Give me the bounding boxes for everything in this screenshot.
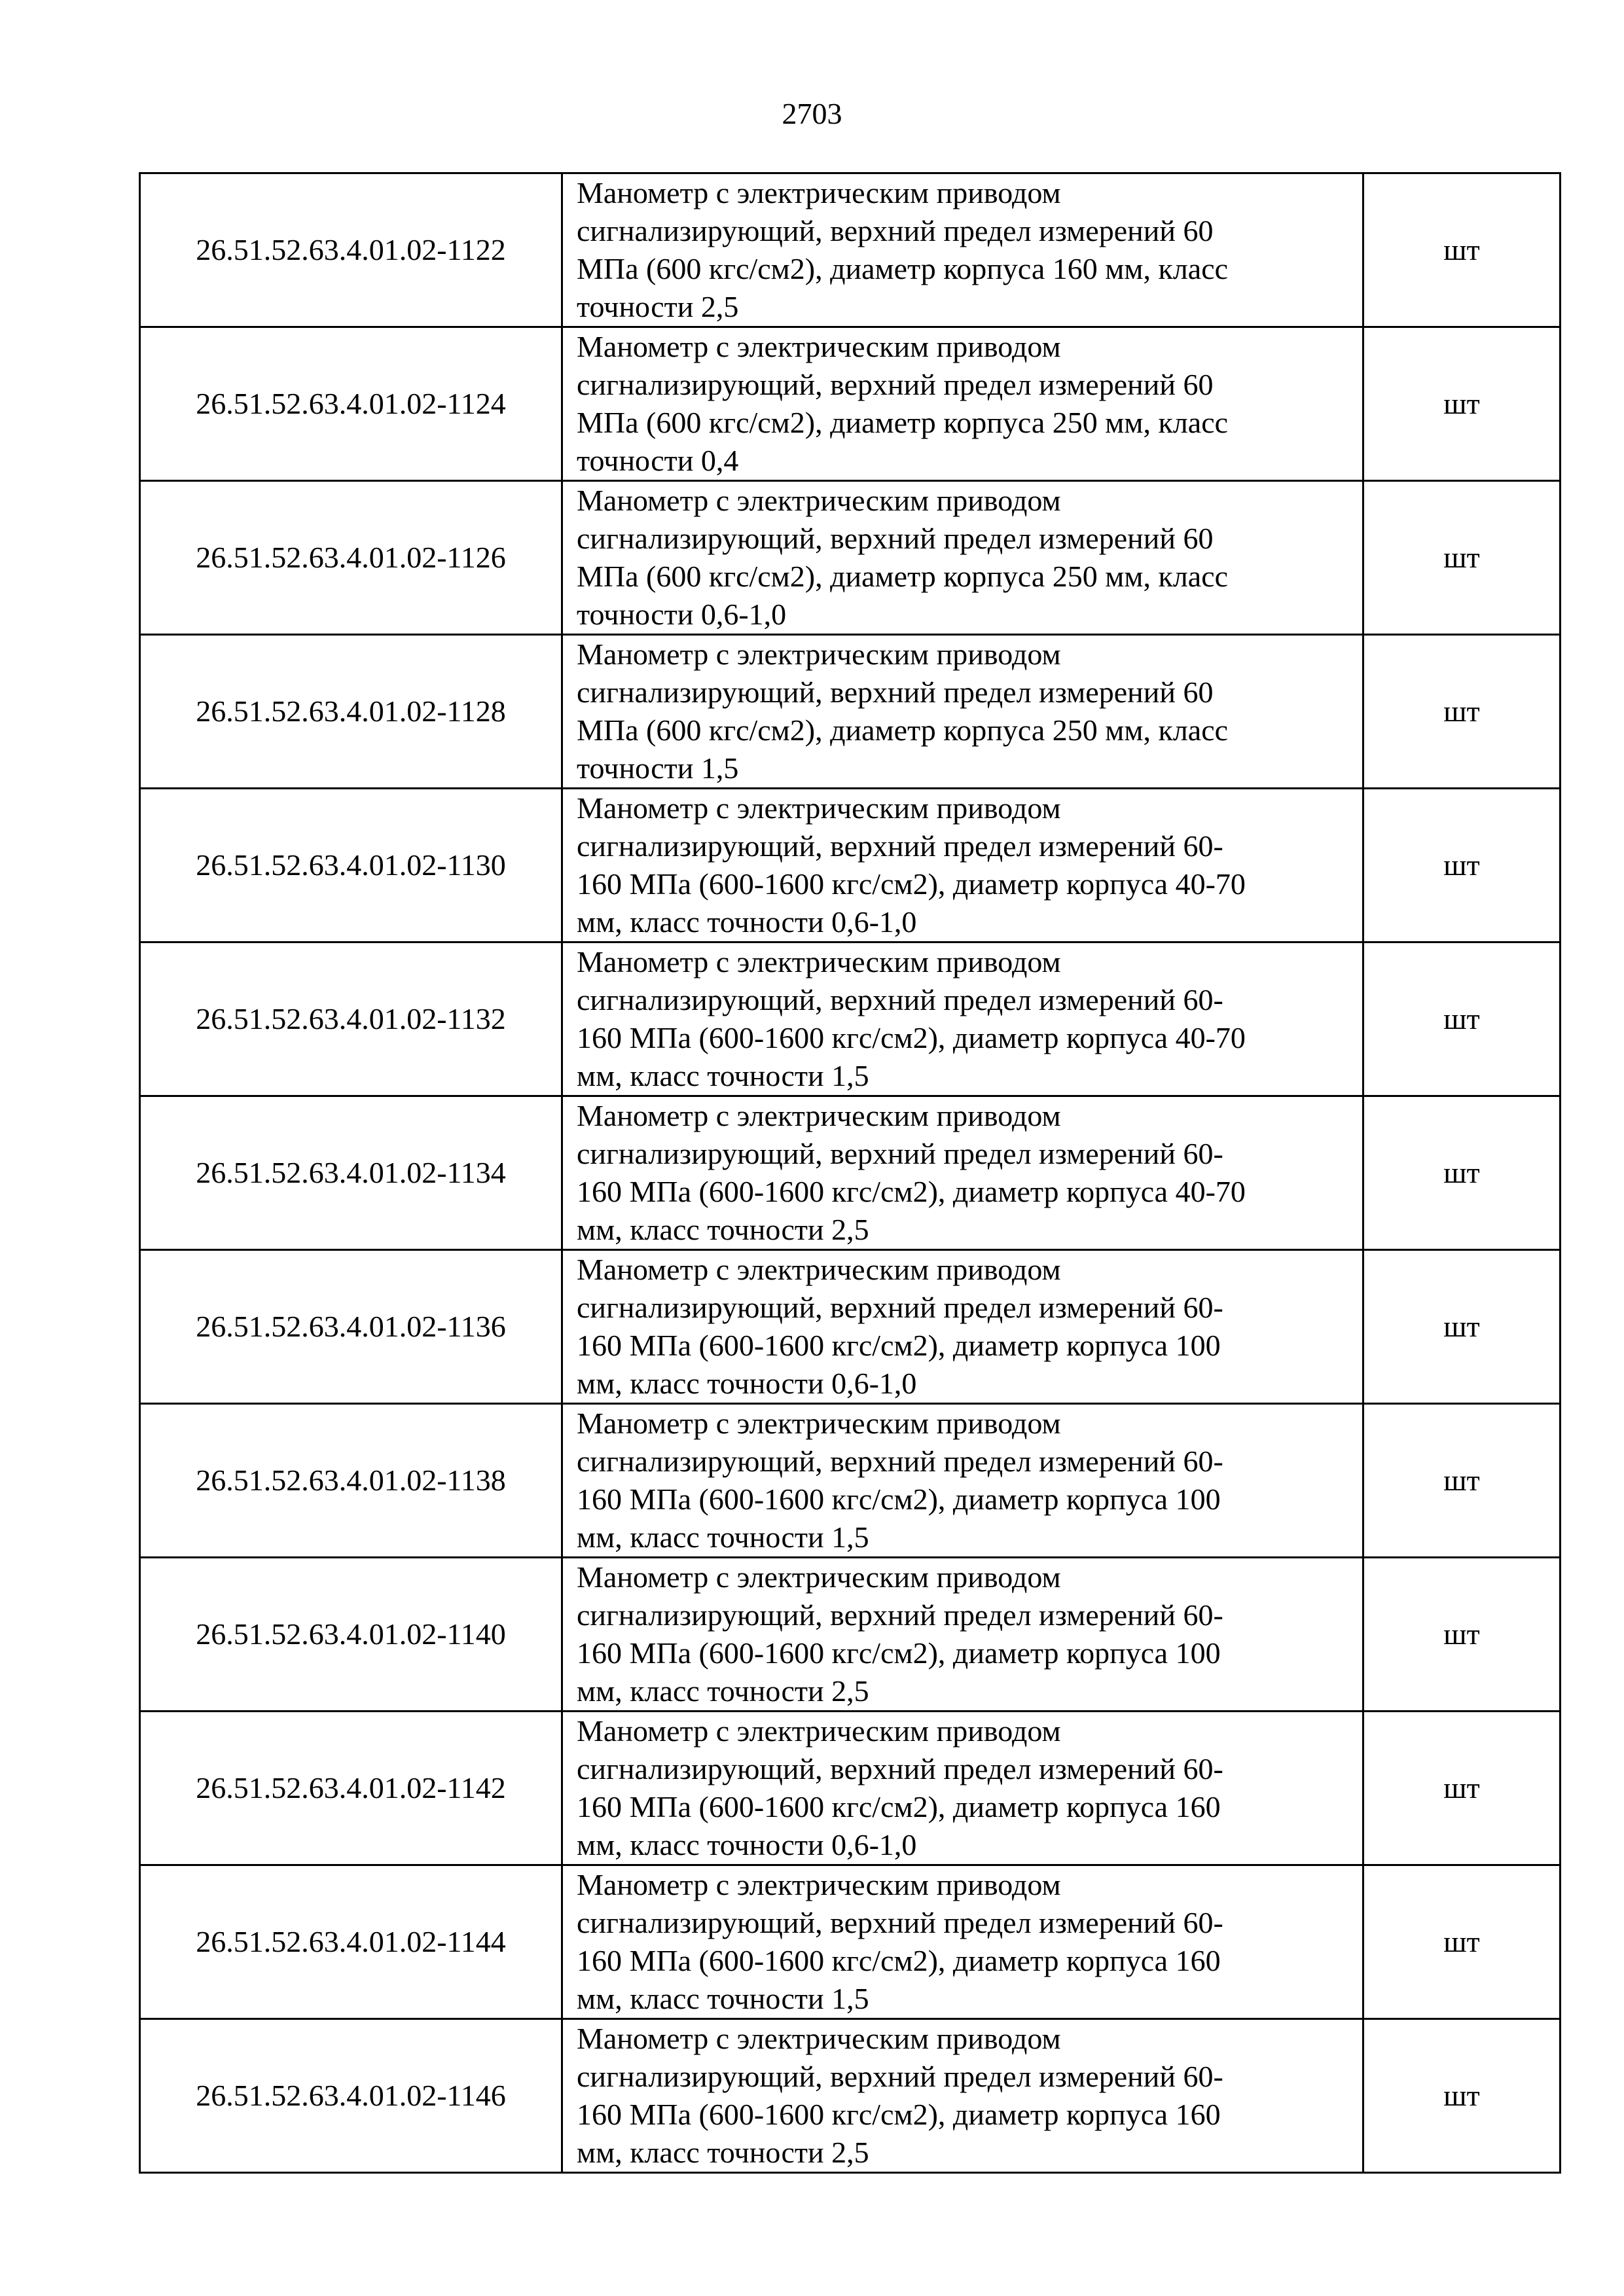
description-line: Манометр с электрическим приводом [577, 945, 1061, 978]
resource-code-cell: 26.51.52.63.4.01.02-1144 [140, 1865, 562, 2019]
description-line: 160 МПа (600-1600 кгс/см2), диаметр корпуса 40-70 [577, 1021, 1246, 1054]
description-line: 160 МПа (600-1600 кгс/см2), диаметр корпуса 100 [577, 1482, 1221, 1516]
description-line: сигнализирующий, верхний предел измерений 60- [577, 1906, 1223, 1939]
description-cell [562, 942, 1363, 1096]
resource-code-cell: 26.51.52.63.4.01.02-1136 [140, 1250, 562, 1404]
description-line: сигнализирующий, верхний предел измерений 60- [577, 1137, 1223, 1170]
unit-cell: шт [1363, 173, 1561, 327]
description-line: точности 0,4 [577, 444, 739, 477]
resource-code-cell: 26.51.52.63.4.01.02-1124 [140, 327, 562, 481]
description-line: мм, класс точности 2,5 [577, 2136, 869, 2169]
description-line: сигнализирующий, верхний предел измерений 60- [577, 829, 1223, 863]
resource-code-cell: 26.51.52.63.4.01.02-1126 [140, 481, 562, 635]
description-cell [562, 1404, 1363, 1558]
table-row [140, 1096, 1561, 1250]
description-cell [562, 327, 1363, 481]
resource-code-cell: 26.51.52.63.4.01.02-1140 [140, 1558, 562, 1712]
table-row [140, 2019, 1561, 2173]
table-row [140, 173, 1561, 327]
unit-cell: шт [1363, 942, 1561, 1096]
description-line: Манометр с электрическим приводом [577, 637, 1061, 671]
description-line: сигнализирующий, верхний предел измерений 60 [577, 214, 1214, 247]
table-body [140, 173, 1561, 2173]
description-line: МПа (600 кгс/см2), диаметр корпуса 250 мм, класс [577, 713, 1229, 747]
description-line: сигнализирующий, верхний предел измерений 60 [577, 675, 1214, 709]
description-line: Манометр с электрическим приводом [577, 2022, 1061, 2055]
description-line: мм, класс точности 0,6-1,0 [577, 1367, 917, 1400]
description-line: Манометр с электрическим приводом [577, 1099, 1061, 1132]
description-line: 160 МПа (600-1600 кгс/см2), диаметр корпуса 40-70 [577, 1175, 1246, 1208]
table-row [140, 327, 1561, 481]
unit-cell: шт [1363, 481, 1561, 635]
description-line: сигнализирующий, верхний предел измерений 60- [577, 983, 1223, 1016]
description-line: 160 МПа (600-1600 кгс/см2), диаметр корпуса 160 [577, 2098, 1221, 2131]
description-line: сигнализирующий, верхний предел измерений 60- [577, 1291, 1223, 1324]
description-line: 160 МПа (600-1600 кгс/см2), диаметр корпуса 160 [577, 1944, 1221, 1977]
description-line: 160 МПа (600-1600 кгс/см2), диаметр корпуса 100 [577, 1329, 1221, 1362]
description-line: МПа (600 кгс/см2), диаметр корпуса 250 мм, класс [577, 406, 1229, 439]
table-row [140, 1558, 1561, 1712]
resource-code-cell: 26.51.52.63.4.01.02-1122 [140, 173, 562, 327]
description-line: Манометр с электрическим приводом [577, 1560, 1061, 1594]
resource-code-table [139, 172, 1561, 2174]
description-line: сигнализирующий, верхний предел измерений 60- [577, 2060, 1223, 2093]
resource-code-cell: 26.51.52.63.4.01.02-1128 [140, 635, 562, 789]
table-row [140, 1404, 1561, 1558]
description-cell [562, 481, 1363, 635]
description-cell [562, 2019, 1363, 2173]
description-line: сигнализирующий, верхний предел измерений 60- [577, 1444, 1223, 1478]
resource-code-cell: 26.51.52.63.4.01.02-1130 [140, 789, 562, 942]
table-row [140, 1712, 1561, 1865]
table-row [140, 481, 1561, 635]
description-line: точности 0,6-1,0 [577, 598, 787, 631]
resource-code-cell: 26.51.52.63.4.01.02-1146 [140, 2019, 562, 2173]
description-cell [562, 1865, 1363, 2019]
unit-cell: шт [1363, 1096, 1561, 1250]
description-line: сигнализирующий, верхний предел измерений 60 [577, 368, 1214, 401]
description-line: Манометр с электрическим приводом [577, 791, 1061, 825]
resource-code-cell: 26.51.52.63.4.01.02-1138 [140, 1404, 562, 1558]
description-cell [562, 1712, 1363, 1865]
description-line: мм, класс точности 1,5 [577, 1059, 869, 1092]
description-line: сигнализирующий, верхний предел измерений 60 [577, 522, 1214, 555]
table-row [140, 635, 1561, 789]
table-row [140, 789, 1561, 942]
description-line: мм, класс точности 0,6-1,0 [577, 905, 917, 939]
description-line: Манометр с электрическим приводом [577, 1868, 1061, 1901]
description-line: точности 1,5 [577, 751, 739, 785]
description-line: мм, класс точности 1,5 [577, 1982, 869, 2015]
unit-cell: шт [1363, 789, 1561, 942]
unit-cell: шт [1363, 1865, 1561, 2019]
description-cell [562, 1558, 1363, 1712]
description-line: мм, класс точности 2,5 [577, 1674, 869, 1708]
description-cell [562, 173, 1363, 327]
description-line: Манометр с электрическим приводом [577, 1407, 1061, 1440]
unit-cell: шт [1363, 635, 1561, 789]
description-cell [562, 1096, 1363, 1250]
description-line: сигнализирующий, верхний предел измерений 60- [577, 1752, 1223, 1785]
table-row [140, 942, 1561, 1096]
unit-cell: шт [1363, 2019, 1561, 2173]
description-line: МПа (600 кгс/см2), диаметр корпуса 250 мм, класс [577, 560, 1229, 593]
description-line: Манометр с электрическим приводом [577, 1253, 1061, 1286]
resource-code-cell: 26.51.52.63.4.01.02-1142 [140, 1712, 562, 1865]
resource-code-cell: 26.51.52.63.4.01.02-1132 [140, 942, 562, 1096]
description-line: сигнализирующий, верхний предел измерений 60- [577, 1598, 1223, 1632]
page-number: 2703 [782, 97, 842, 130]
description-line: Манометр с электрическим приводом [577, 176, 1061, 209]
description-cell [562, 1250, 1363, 1404]
description-line: мм, класс точности 1,5 [577, 1520, 869, 1554]
description-line: Манометр с электрическим приводом [577, 484, 1061, 517]
description-cell [562, 789, 1363, 942]
unit-cell: шт [1363, 1712, 1561, 1865]
description-line: мм, класс точности 0,6-1,0 [577, 1828, 917, 1861]
table-row [140, 1250, 1561, 1404]
resource-code-cell: 26.51.52.63.4.01.02-1134 [140, 1096, 562, 1250]
description-cell [562, 635, 1363, 789]
table-row [140, 1865, 1561, 2019]
unit-cell: шт [1363, 1250, 1561, 1404]
description-line: 160 МПа (600-1600 кгс/см2), диаметр корпуса 40-70 [577, 867, 1246, 901]
description-line: Манометр с электрическим приводом [577, 330, 1061, 363]
description-line: точности 2,5 [577, 290, 739, 323]
description-line: 160 МПа (600-1600 кгс/см2), диаметр корпуса 160 [577, 1790, 1221, 1823]
description-line: МПа (600 кгс/см2), диаметр корпуса 160 мм, класс [577, 252, 1229, 285]
unit-cell: шт [1363, 1404, 1561, 1558]
description-line: мм, класс точности 2,5 [577, 1213, 869, 1246]
unit-cell: шт [1363, 327, 1561, 481]
unit-cell: шт [1363, 1558, 1561, 1712]
description-line: 160 МПа (600-1600 кгс/см2), диаметр корпуса 100 [577, 1636, 1221, 1670]
description-line: Манометр с электрическим приводом [577, 1714, 1061, 1748]
